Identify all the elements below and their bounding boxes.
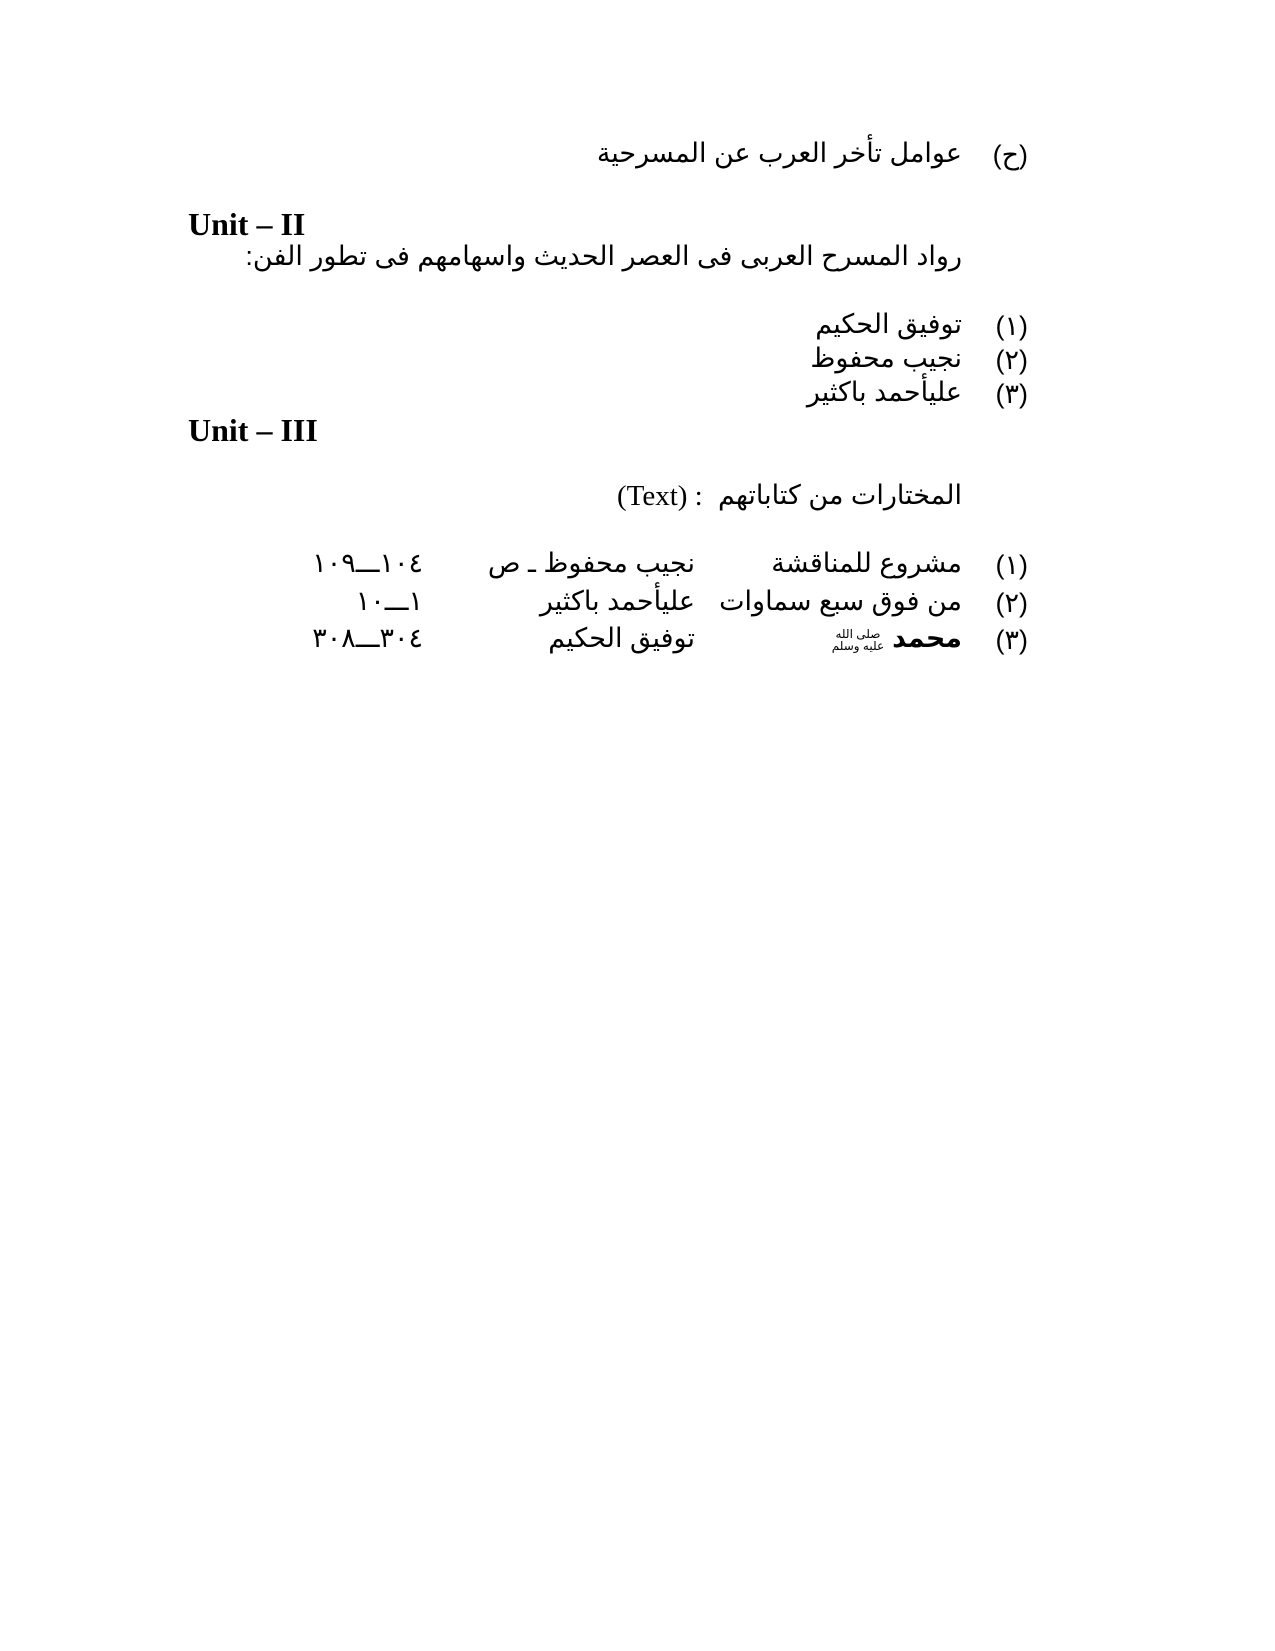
table-row-marker: (٢) xyxy=(995,588,1028,618)
row-title-name: محمد xyxy=(892,623,962,653)
row-pages: ٣٠٤ـــ٣٠٨ xyxy=(312,623,423,653)
table-row-marker: (١) xyxy=(995,550,1028,580)
list-item-marker: (٣) xyxy=(995,379,1028,409)
list-item-marker: (٢) xyxy=(995,345,1028,375)
unit-2-intro: رواد المسرح العربى فى العصر الحديث واسهامهم فى تطور الفن: xyxy=(245,241,962,271)
table-row-marker: (٣) xyxy=(995,625,1028,655)
row-author: نجيب محفوظ ـ ص xyxy=(487,548,695,578)
unit-2-heading: Unit – II xyxy=(188,206,306,242)
row-author: عليأحمد باكثير xyxy=(539,586,695,616)
row-pages: ١ـــ١٠ xyxy=(355,586,423,616)
list-item-text: توفيق الحكيم xyxy=(815,309,962,339)
item-marker: (ح) xyxy=(992,140,1028,170)
row-author: توفيق الحكيم xyxy=(548,623,695,653)
honorific-top: صلى الله xyxy=(835,626,881,641)
list-item-marker: (١) xyxy=(995,311,1028,341)
row-title: من فوق سبع سماوات xyxy=(719,586,962,616)
row-pages: ١٠٤ـــ١٠٩ xyxy=(312,548,423,578)
row-title xyxy=(832,625,962,652)
honorific-ligature xyxy=(832,628,884,652)
honorific-bottom: عليه وسلم xyxy=(831,638,885,653)
unit-3-intro-text-label: (Text) : xyxy=(617,480,703,512)
section-h-text: عوامل تأخر العرب عن المسرحية xyxy=(596,138,962,168)
unit-3-heading: Unit – III xyxy=(188,412,318,448)
unit-3-intro-arabic: المختارات من كتاباتهم xyxy=(717,480,962,510)
row-title: مشروع للمناقشة xyxy=(771,548,962,578)
list-item-text: عليأحمد باكثير xyxy=(806,377,962,407)
list-item-text: نجيب محفوظ xyxy=(810,343,962,373)
